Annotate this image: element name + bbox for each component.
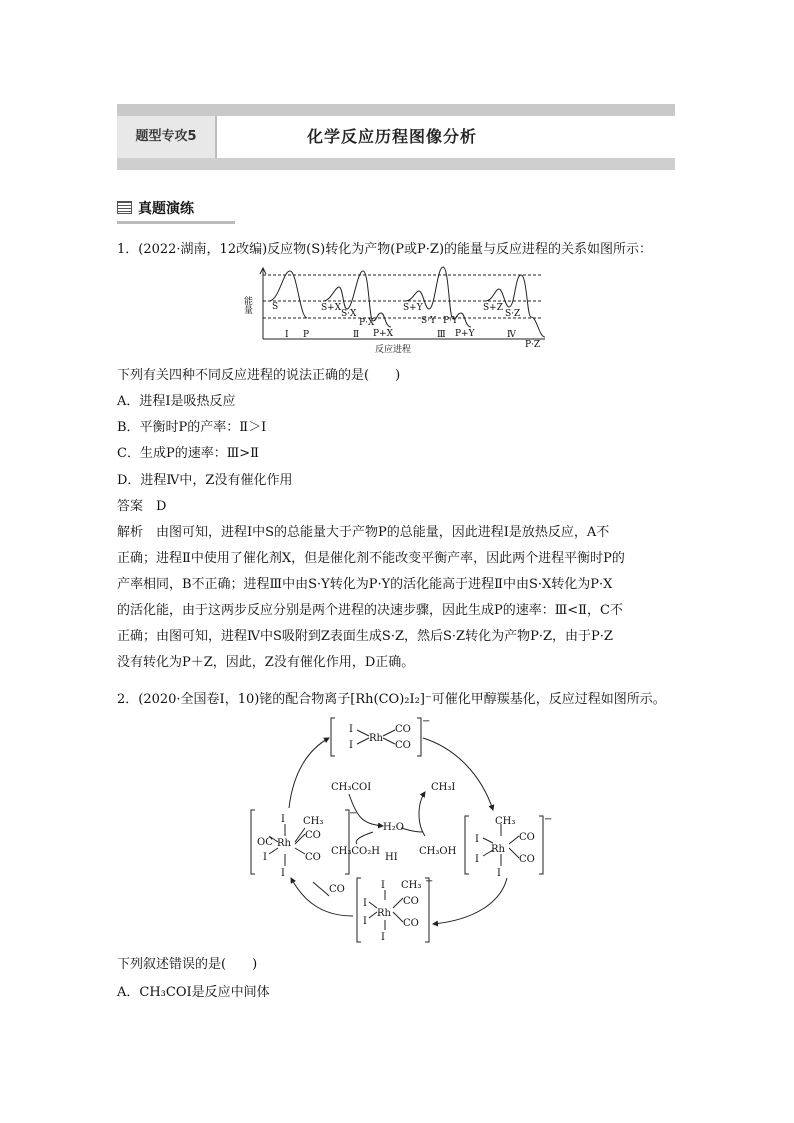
bottom-co-2: CO (403, 918, 419, 929)
section-underline (117, 221, 235, 224)
species-h2o: H₂O (383, 822, 404, 833)
right-ligand-I-3: I (497, 868, 501, 879)
bottom-ligand-I-4: I (381, 932, 385, 943)
right-charge: − (544, 814, 553, 825)
label-process-2: Ⅱ (353, 330, 360, 340)
top-charge: − (422, 716, 431, 727)
banner-top-bar (117, 104, 675, 116)
top-rh: Rh (369, 733, 383, 744)
top-co-1: CO (395, 724, 411, 735)
q1-option-c: C．生成P的速率：Ⅲ>Ⅱ (117, 446, 259, 461)
top-ligand-I-2: I (349, 740, 353, 751)
energy-diagram (242, 265, 550, 357)
left-rh: Rh (277, 838, 291, 849)
analysis-line: 产率相同，B不正确；进程Ⅲ中由S·Y转化为P·Y的活化能高于进程Ⅱ中由S·X转化为P·X (117, 577, 613, 592)
section-title: 真题演练 (138, 201, 194, 217)
bottom-ch3: CH₃ (401, 880, 422, 891)
answer-label: 答案 (117, 499, 144, 514)
species-ch3coi: CH₃COI (331, 782, 372, 793)
top-ligand-I-1: I (349, 724, 353, 735)
left-co-2: CO (305, 852, 321, 863)
label-P-plus-Y: P+Y (455, 329, 475, 339)
q1-question: 下列有关四种不同反应进程的说法正确的是( ) (117, 368, 401, 383)
q1-stem: 1．(2022·湖南，12改编)反应物(S)转化为产物(P或P·Z)的能量与反应进程的关系如图所示： (117, 242, 653, 257)
left-ligand-I-top: I (281, 814, 285, 825)
label-S-plus-Y: S+Y (403, 303, 423, 313)
label-P-dot-X: P·X (359, 318, 375, 328)
answer-value: D (156, 499, 167, 514)
list-icon (117, 201, 132, 214)
q1-option-b: B．平衡时P的产率：Ⅱ＞Ⅰ (117, 420, 267, 435)
species-co-in: CO (329, 884, 345, 895)
left-co-1: CO (305, 830, 321, 841)
species-ch3i: CH₃I (431, 782, 456, 793)
catalytic-cycle-diagram (245, 714, 553, 944)
right-ligand-I-1: I (475, 834, 479, 845)
left-ch3: CH₃ (303, 816, 324, 827)
label-S-dot-Z: S·Z (505, 309, 521, 319)
label-P-dot-Y: P·Y (443, 316, 458, 326)
q2-question: 下列叙述错误的是( ) (117, 957, 258, 972)
right-co-1: CO (519, 832, 535, 843)
analysis-line: 正确；进程Ⅱ中使用了催化剂X，但是催化剂不能改变平衡产率，因此两个进程平衡时P的 (117, 551, 625, 566)
label-P: P (303, 330, 310, 340)
label-S-dot-X: S·X (341, 309, 357, 319)
right-ch3: CH₃ (495, 816, 516, 827)
label-S: S (272, 302, 279, 312)
q1-analysis (117, 520, 677, 676)
curve-process-2 (323, 271, 391, 327)
species-hi: HI (385, 852, 398, 863)
bottom-ligand-I-2: I (363, 898, 367, 909)
bottom-rh: Rh (377, 908, 391, 919)
bottom-ligand-I-1: I (381, 880, 385, 891)
label-P-plus-X: P+X (373, 329, 394, 339)
label-process-3: Ⅲ (437, 330, 446, 340)
label-process-4: Ⅳ (507, 330, 516, 340)
q2-option-a: A．CH₃COI是反应中间体 (117, 985, 270, 1000)
bottom-co-1: CO (403, 896, 419, 907)
energy-label-1: 能量 (242, 296, 252, 314)
topic-tag: 题型专攻5 (117, 116, 217, 158)
analysis-line: 没有转化为P＋Z，因此，Z没有催化作用，D正确。 (117, 655, 415, 670)
left-ligand-I-left: I (263, 852, 267, 863)
label-S-plus-Z: S+Z (483, 303, 503, 313)
left-ligand-I-bottom: I (281, 868, 285, 879)
analysis-line: 的活化能，由于这两步反应分别是两个进程的决速步骤，因此生成P的速率：Ⅲ<Ⅱ，C不 (117, 603, 623, 618)
analysis-line: 正确；由图可知，进程Ⅳ中S吸附到Z表面生成S·Z，然后S·Z转化为产物P·Z，由于P·Z (117, 629, 613, 644)
q2-stem: 2．(2020·全国卷Ⅰ，10)铑的配合物离子[Rh(CO)₂I₂]⁻可催化甲醇羰基化，反应过程如图所示。 (117, 692, 666, 707)
topic-banner (117, 104, 675, 170)
left-oc: OC (257, 837, 273, 848)
right-rh: Rh (491, 844, 505, 855)
bottom-ligand-I-3: I (363, 916, 367, 927)
label-process-1: Ⅰ (285, 330, 289, 340)
top-co-2: CO (395, 740, 411, 751)
right-co-2: CO (519, 854, 535, 865)
banner-bottom-bar (117, 158, 675, 170)
topic-title: 化学反应历程图像分析 (307, 127, 478, 146)
label-S-dot-Y: S·Y (421, 316, 436, 326)
q1-option-d: D．进程Ⅳ中，Z没有催化作用 (117, 473, 293, 488)
left-charge: − (349, 808, 358, 819)
q1-option-a: A．进程Ⅰ是吸热反应 (117, 394, 236, 409)
label-P-dot-Z: P·Z (525, 340, 541, 350)
x-axis-label: 反应进程 (375, 345, 412, 355)
section-heading (117, 196, 235, 222)
right-ligand-I-2: I (475, 854, 479, 865)
bottom-charge: − (425, 876, 434, 887)
label-S-plus-X: S+X (321, 303, 342, 313)
q1-answer (117, 499, 166, 515)
species-ch3oh: CH₃OH (419, 846, 457, 857)
analysis-line: 解析 由图可知，进程Ⅰ中S的总能量大于产物P的总能量，因此进程Ⅰ是放热反应，A不 (117, 525, 610, 540)
species-ch3co2h: CH₃CO₂H (331, 846, 380, 857)
